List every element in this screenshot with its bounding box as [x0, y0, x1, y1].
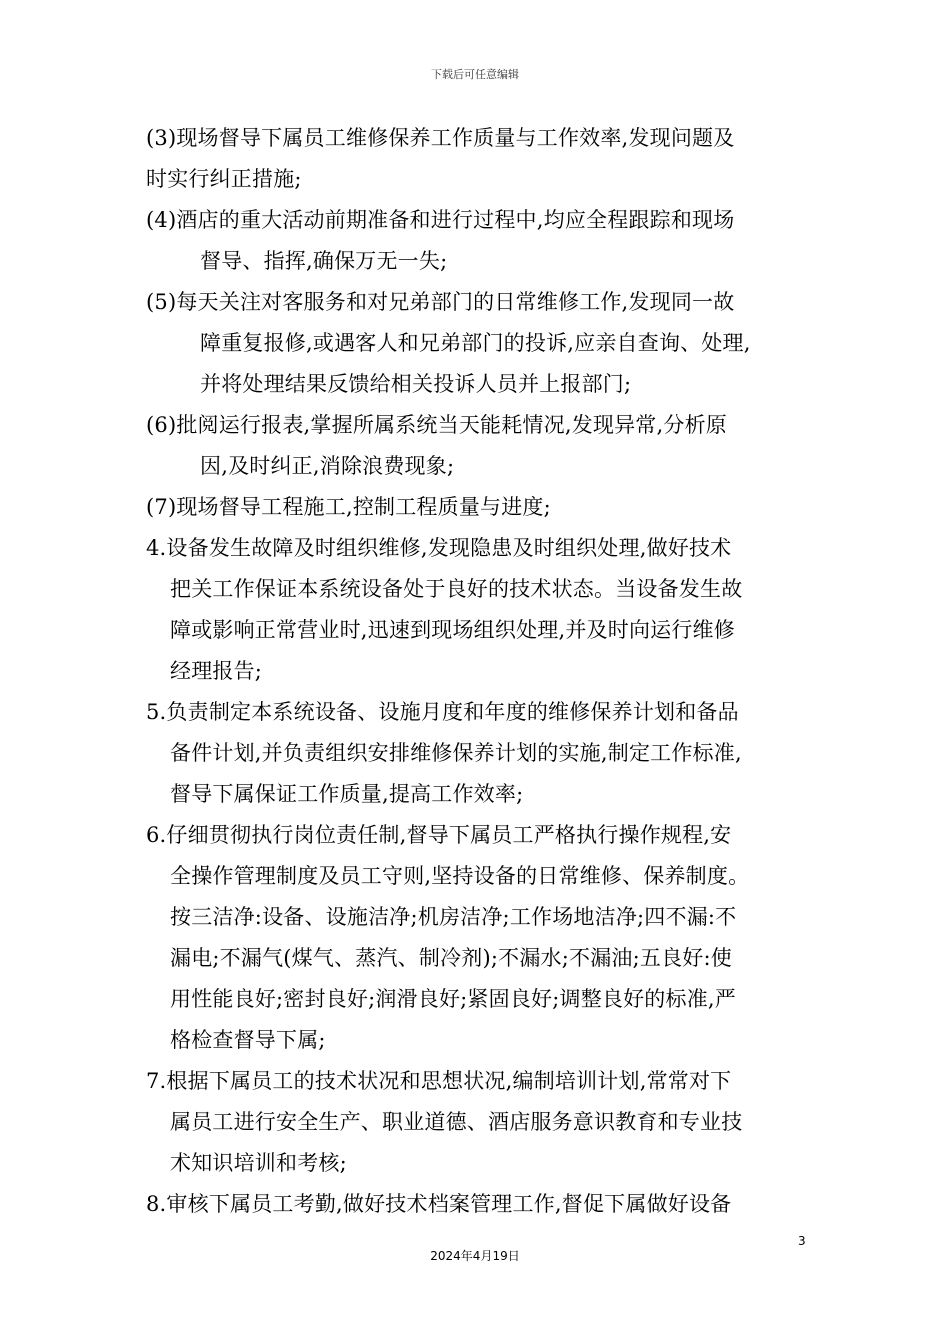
text-line: 属员工进行安全生产、职业道德、酒店服务意识教育和专业技: [170, 1110, 743, 1134]
text-line: 因,及时纠正,消除浪费现象;: [200, 454, 455, 478]
text-line: 5.负责制定本系统设备、设施月度和年度的维修保养计划和备品: [146, 700, 739, 724]
text-line: 督导下属保证工作质量,提高工作效率;: [170, 782, 524, 806]
text-line: 按三洁净:设备、设施洁净;机房洁净;工作场地洁净;四不漏:不: [170, 905, 737, 929]
text-line: 术知识培训和考核;: [170, 1151, 347, 1175]
text-line: 障重复报修,或遇客人和兄弟部门的投诉,应亲自查询、处理,: [200, 331, 751, 355]
paragraph-item-7: [146, 487, 818, 528]
text-line: 备件计划,并负责组织安排维修保养计划的实施,制定工作标准,: [170, 741, 742, 765]
numbered-item-7: [146, 1061, 818, 1184]
text-line: 并将处理结果反馈给相关投诉人员并上报部门;: [200, 372, 632, 396]
numbered-item-4: [146, 528, 818, 692]
text-line: 8.审核下属员工考勤,做好技术档案管理工作,督促下属做好设备: [146, 1192, 732, 1216]
text-line: 把关工作保证本系统设备处于良好的技术状态。当设备发生故: [170, 577, 743, 601]
paragraph-item-3: [146, 118, 818, 200]
paragraph-item-5: [146, 282, 818, 405]
text-line: 4.设备发生故障及时组织维修,发现隐患及时组织处理,做好技术: [146, 536, 732, 560]
text-line: (6)批阅运行报表,掌握所属系统当天能耗情况,发现异常,分析原: [146, 413, 727, 437]
page-number: 3: [798, 1234, 806, 1248]
numbered-item-6: [146, 815, 818, 1061]
text-line: (5)每天关注对客服务和对兄弟部门的日常维修工作,发现同一故: [146, 290, 735, 314]
text-line: 格检查督导下属;: [170, 1028, 326, 1052]
page-header-note: 下载后可任意编辑: [431, 68, 519, 81]
text-line: 障或影响正常营业时,迅速到现场组织处理,并及时向运行维修: [170, 618, 735, 642]
text-line: 经理报告;: [170, 659, 263, 683]
document-body: [146, 118, 818, 1225]
text-line: 督导、指挥,确保万无一失;: [200, 249, 448, 273]
text-line: 时实行纠正措施;: [146, 167, 302, 191]
footer-date: 2024年4月19日: [430, 1249, 520, 1263]
text-line: 6.仔细贯彻执行岗位责任制,督导下属员工严格执行操作规程,安: [146, 823, 732, 847]
numbered-item-5: [146, 692, 818, 815]
text-line: 全操作管理制度及员工守则,坚持设备的日常维修、保养制度。: [170, 864, 750, 888]
text-line: (3)现场督导下属员工维修保养工作质量与工作效率,发现问题及: [146, 126, 735, 150]
text-line: 用性能良好;密封良好;润滑良好;紧固良好;调整良好的标准,严: [170, 987, 736, 1011]
numbered-item-8: [146, 1184, 818, 1225]
paragraph-item-4: [146, 200, 818, 282]
text-line: 7.根据下属员工的技术状况和思想状况,编制培训计划,常常对下: [146, 1069, 732, 1093]
paragraph-item-6: [146, 405, 818, 487]
text-line: 漏电;不漏气(煤气、蒸汽、制冷剂);不漏水;不漏油;五良好:使: [170, 946, 732, 970]
text-line: (4)酒店的重大活动前期准备和进行过程中,均应全程跟踪和现场: [146, 208, 735, 232]
text-line: (7)现场督导工程施工,控制工程质量与进度;: [146, 495, 551, 519]
